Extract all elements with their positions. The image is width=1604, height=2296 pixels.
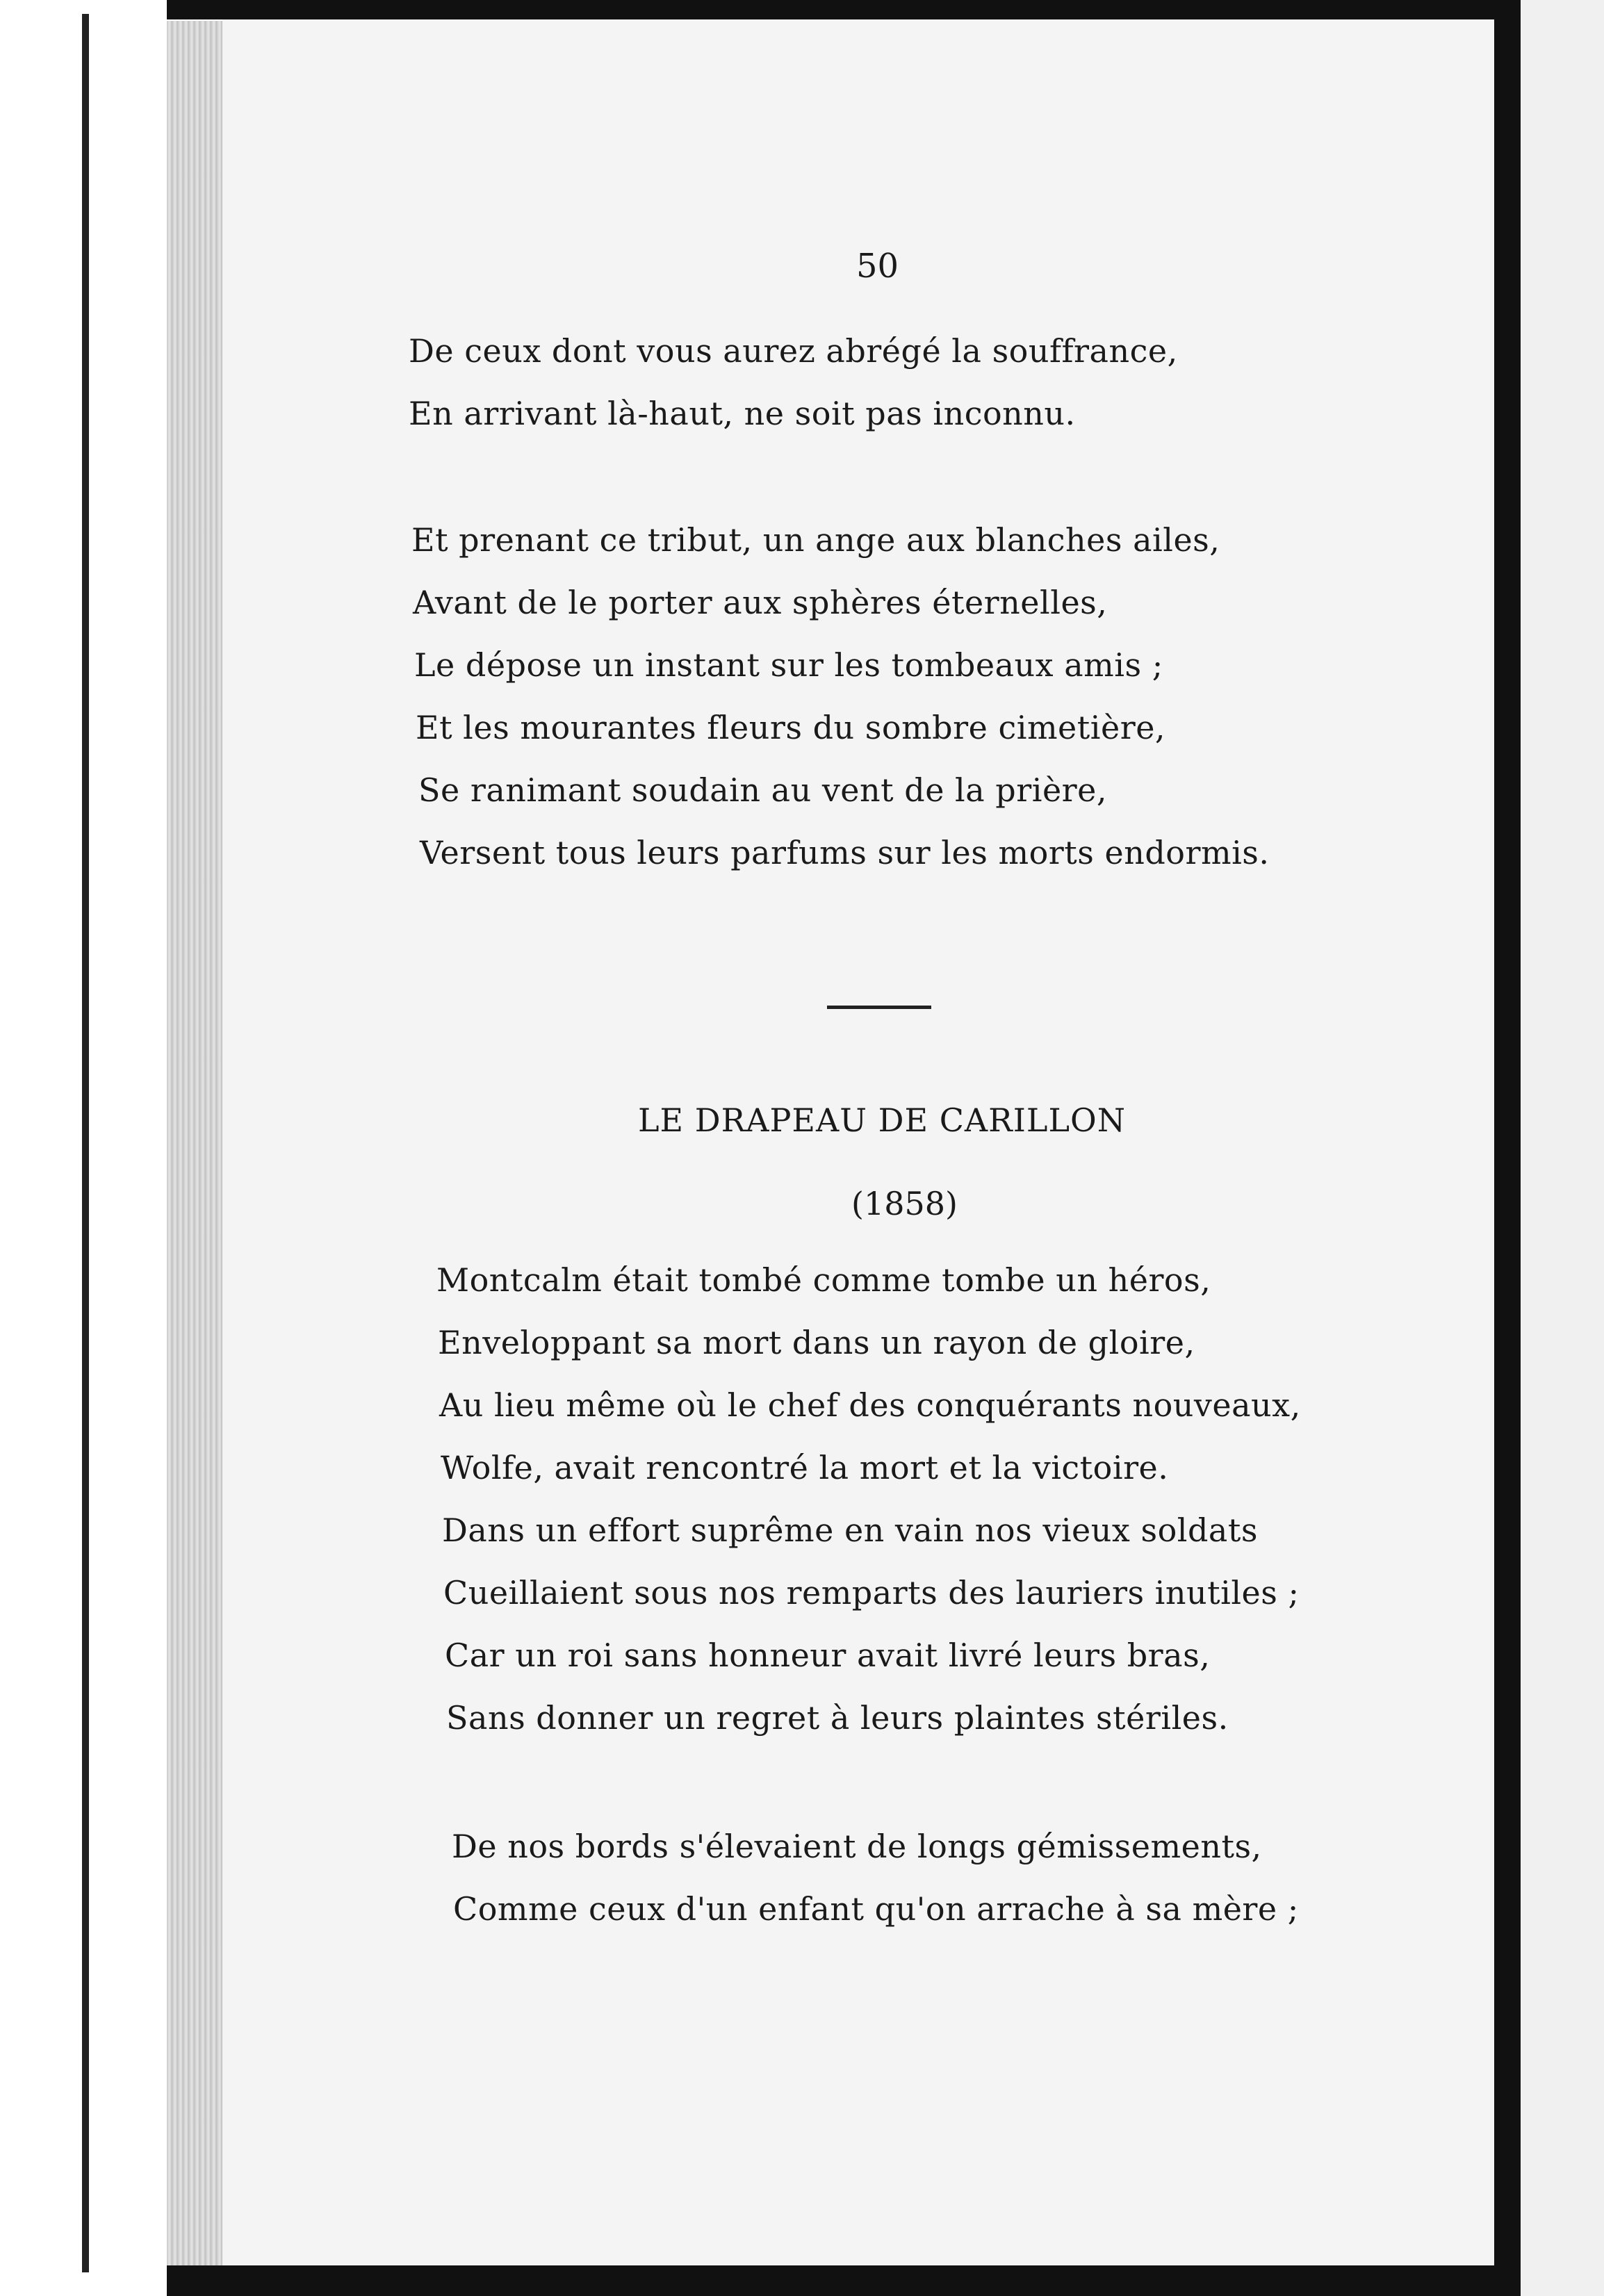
verse-line: Sans donner un regret à leurs plaintes stériles.: [446, 1699, 1229, 1737]
page-number: 50: [856, 247, 899, 286]
verse-line: Montcalm était tombé comme tombe un héros,: [436, 1261, 1211, 1299]
poem-title: LE DRAPEAU DE CARILLON: [638, 1101, 1126, 1139]
verse-line: Cueillaient sous nos remparts des lauriers inutiles ;: [443, 1574, 1300, 1612]
verse-line: Dans un effort suprême en vain nos vieux soldats: [442, 1511, 1258, 1549]
verse-line: De nos bords s'élevaient de longs gémissements,: [452, 1828, 1262, 1865]
verse-line: De ceux dont vous aurez abrégé la souffrance,: [409, 332, 1178, 370]
section-separator: [827, 1006, 931, 1009]
verse-line: Avant de le porter aux sphères éternelles,: [413, 584, 1108, 621]
verse-line: Le dépose un instant sur les tombeaux amis ;: [414, 646, 1163, 684]
verse-line: Wolfe, avait rencontré la mort et la victoire.: [441, 1449, 1169, 1486]
poem-year: (1858): [851, 1185, 958, 1222]
verse-line: Enveloppant sa mort dans un rayon de gloire,: [438, 1324, 1195, 1361]
verse-line: Et prenant ce tribut, un ange aux blanches ailes,: [411, 521, 1220, 559]
verse-line: Car un roi sans honneur avait livré leurs bras,: [445, 1637, 1211, 1674]
verse-line: Versent tous leurs parfums sur les morts endormis.: [420, 834, 1270, 871]
verse-line: Comme ceux d'un enfant qu'on arrache à sa mère ;: [453, 1890, 1299, 1928]
verse-line: En arrivant là-haut, ne soit pas inconnu.: [409, 395, 1076, 432]
verse-line: Se ranimant soudain au vent de la prière,: [418, 771, 1108, 809]
verse-line: Au lieu même où le chef des conquérants nouveaux,: [439, 1386, 1301, 1424]
verse-line: Et les mourantes fleurs du sombre cimetière,: [416, 709, 1166, 746]
